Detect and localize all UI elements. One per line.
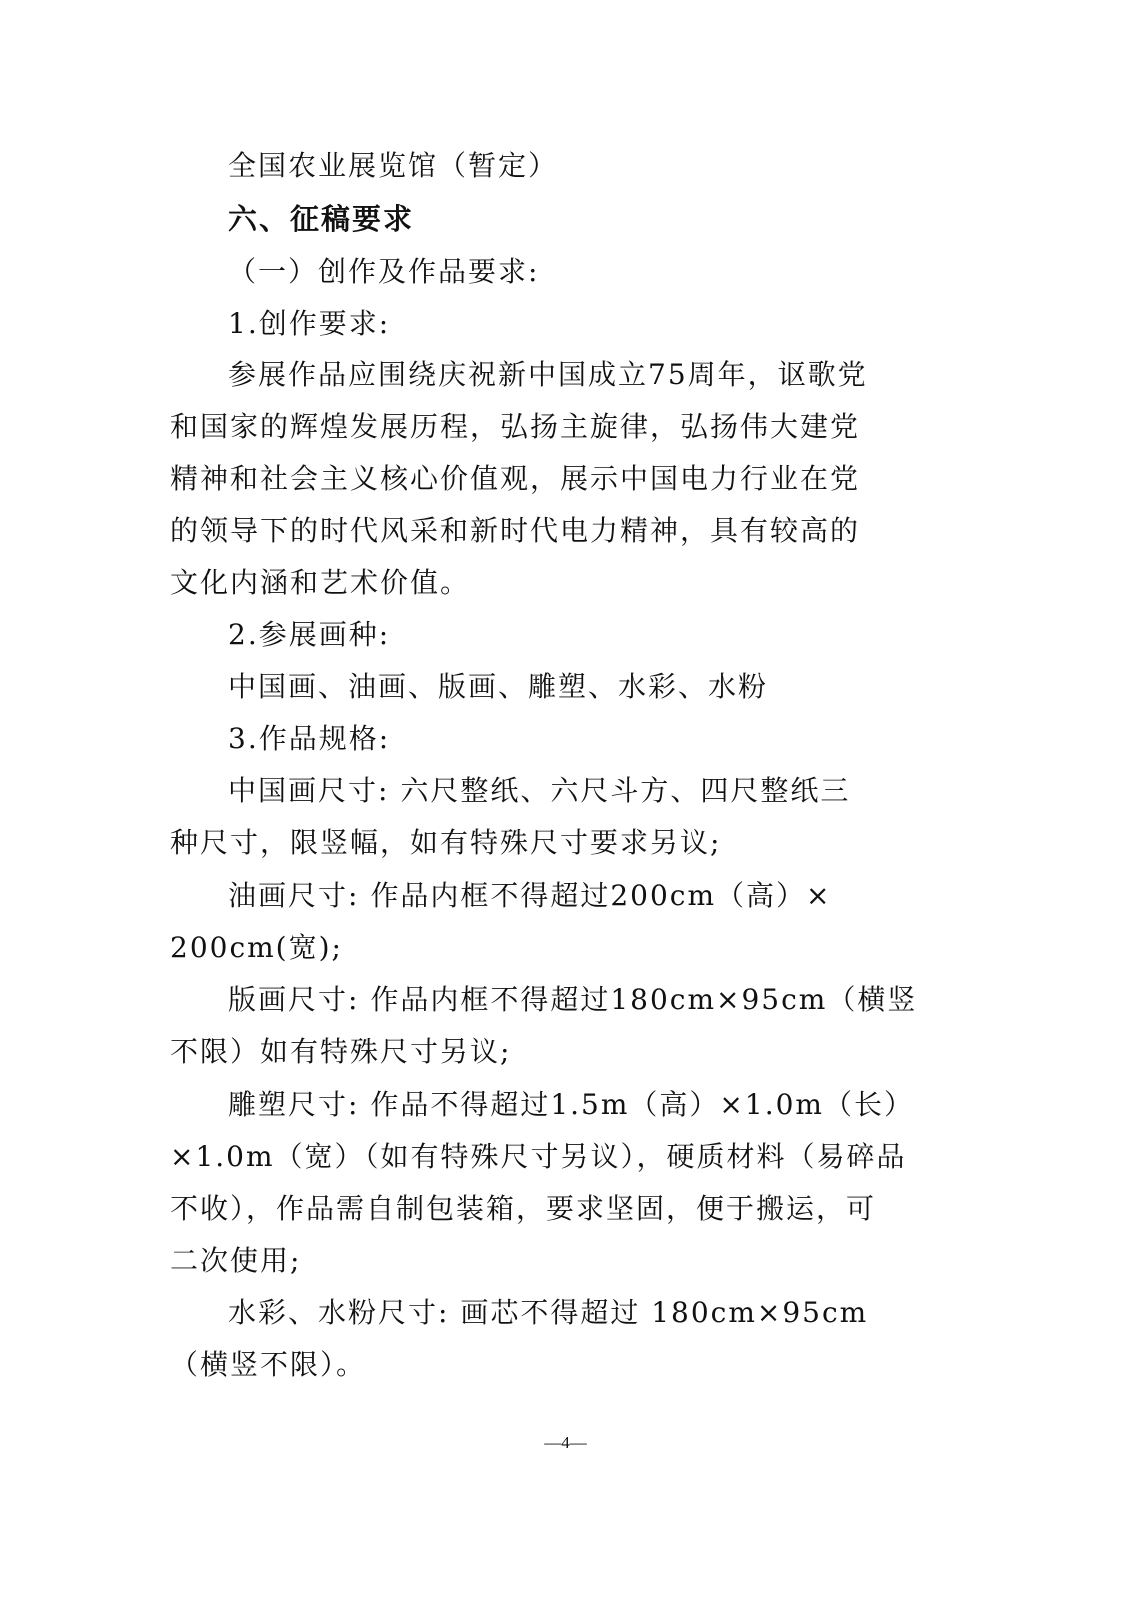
item-heading-creation: 1.创作要求: (228, 307, 391, 340)
paragraph-line: 油画尺寸: 作品内框不得超过200cm（高）× (228, 879, 832, 912)
paragraph-line: 精神和社会主义核心价值观，展示中国电力行业在党 (170, 462, 861, 495)
paragraph-line: 不收），作品需自制包装箱，要求坚固，便于搬运，可 (170, 1192, 877, 1225)
paragraph-line: 文化内涵和艺术价值。 (170, 566, 471, 599)
paragraph-line: 版画尺寸: 作品内框不得超过180cm×95cm（横竖 (228, 983, 918, 1016)
paragraph-line: 种尺寸，限竖幅，如有特殊尺寸要求另议; (170, 826, 722, 859)
item-heading-specs: 3.作品规格: (228, 722, 391, 755)
paragraph-line: 雕塑尺寸: 作品不得超过1.5m（高）×1.0m（长） (228, 1088, 914, 1121)
paragraph-line: 中国画尺寸: 六尺整纸、六尺斗方、四尺整纸三 (228, 774, 851, 807)
paragraph-line: 200cm(宽); (170, 931, 343, 964)
section-heading: 六、征稿要求 (228, 202, 415, 236)
paragraph-line: 不限）如有特殊尺寸另议; (170, 1035, 512, 1068)
paragraph-line: ×1.0m（宽）（如有特殊尺寸另议），硬质材料（易碎品 (170, 1140, 907, 1173)
paragraph-line: 二次使用; (170, 1244, 302, 1277)
paragraph-line: 和国家的辉煌发展历程，弘扬主旋律，弘扬伟大建党 (170, 410, 861, 443)
subsection-heading: （一）创作及作品要求: (228, 255, 540, 288)
paragraph-line: 中国画、油画、版画、雕塑、水彩、水粉 (228, 670, 769, 703)
paragraph-line: 水彩、水粉尺寸: 画芯不得超过 180cm×95cm (228, 1296, 869, 1329)
page-number: —4— (544, 1433, 587, 1452)
venue-line: 全国农业展览馆（暂定） (228, 149, 559, 182)
item-heading-categories: 2.参展画种: (228, 618, 391, 651)
paragraph-line: （横竖不限）。 (170, 1348, 367, 1381)
paragraph-line: 的领导下的时代风采和新时代电力精神，具有较高的 (170, 514, 861, 547)
paragraph-line: 参展作品应围绕庆祝新中国成立75周年，讴歌党 (228, 358, 868, 391)
